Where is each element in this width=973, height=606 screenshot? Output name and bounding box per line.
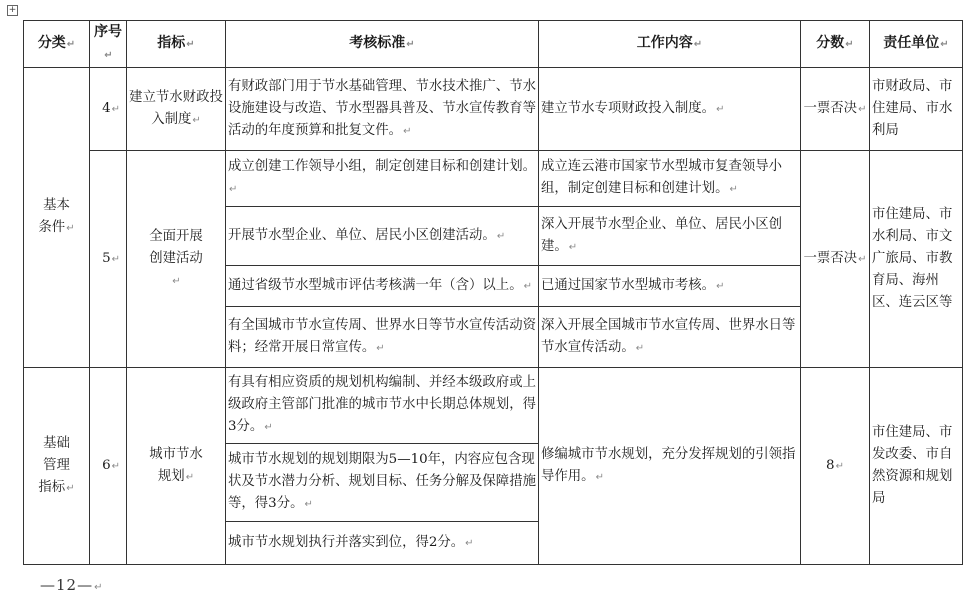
seq-cell: 5 ↵ <box>90 151 127 368</box>
seq-cell: 6 ↵ <box>90 368 127 565</box>
header-standard: 考核标准 ↵ <box>226 21 539 68</box>
unit-cell: 市住建局、市发改委、市自然资源和规划局 <box>870 368 963 565</box>
work-cell: 建立节水专项财政投入制度。 ↵ <box>539 68 801 151</box>
header-score: 分数 ↵ <box>801 21 870 68</box>
indicator-cell: 城市节水规划 ↵ <box>127 368 226 565</box>
unit-cell: 市财政局、市住建局、市水利局 <box>870 68 963 151</box>
header-seq: 序号 ↵ <box>90 21 127 68</box>
score-cell: 一票否决 ↵ <box>801 68 870 151</box>
standard-cell: 有财政部门用于节水基础管理、节水技术推广、节水设施建设与改造、节水型器具普及、节水宣传教育等活动的年度预算和批复文件。 ↵ <box>226 68 539 151</box>
indicator-cell: 建立节水财政投入制度 ↵ <box>127 68 226 151</box>
standard-cell: 城市节水规划的规划期限为5—10年，内容应包含现状及节水潜力分析、规划目标、任务分解及保障措施等，得3分。 ↵ <box>226 444 539 522</box>
unit-cell: 市住建局、市水利局、市文广旅局、市教育局、海州区、连云区等 <box>870 151 963 368</box>
work-cell: 成立连云港市国家节水型城市复查领导小组，制定创建目标和创建计划。 ↵ <box>539 151 801 207</box>
work-cell: 已通过国家节水型城市考核。 ↵ <box>539 266 801 307</box>
header-row <box>24 21 963 68</box>
score-cell: 一票否决 ↵ <box>801 151 870 368</box>
header-work: 工作内容 ↵ <box>539 21 801 68</box>
standard-cell: 有全国城市节水宣传周、世界水日等节水宣传活动资料；经常开展日常宣传。 ↵ <box>226 307 539 368</box>
standard-cell: 有具有相应资质的规划机构编制、并经本级政府或上级政府主管部门批准的城市节水中长期总体规划，得3分。 ↵ <box>226 368 539 444</box>
indicator-cell: 全面开展创建活动 ↵ <box>127 151 226 368</box>
score-cell: 8 ↵ <box>801 368 870 565</box>
header-category: 分类 ↵ <box>24 21 90 68</box>
standard-cell: 城市节水规划执行并落实到位，得2分。 ↵ <box>226 522 539 565</box>
table-row <box>24 151 963 207</box>
assessment-table <box>23 20 963 565</box>
standard-cell: 开展节水型企业、单位、居民小区创建活动。 ↵ <box>226 207 539 266</box>
table-move-handle-icon[interactable]: + <box>8 5 17 15</box>
header-unit: 责任单位 ↵ <box>870 21 963 68</box>
header-indicator: 指标 ↵ <box>127 21 226 68</box>
category-cell: 基础管理指标 ↵ <box>24 368 90 565</box>
work-cell: 深入开展节水型企业、单位、居民小区创建。 ↵ <box>539 207 801 266</box>
work-cell: 深入开展全国城市节水宣传周、世界水日等节水宣传活动。 ↵ <box>539 307 801 368</box>
page-number: —12— ↵ <box>40 576 103 594</box>
table-row <box>24 68 963 151</box>
standard-cell: 通过省级节水型城市评估考核满一年（含）以上。 ↵ <box>226 266 539 307</box>
category-cell: 基本条件 ↵ <box>24 68 90 368</box>
table-row <box>24 368 963 444</box>
seq-cell: 4 ↵ <box>90 68 127 151</box>
standard-cell: 成立创建工作领导小组，制定创建目标和创建计划。 ↵ <box>226 151 539 207</box>
work-cell: 修编城市节水规划，充分发挥规划的引领指导作用。 ↵ <box>539 368 801 565</box>
